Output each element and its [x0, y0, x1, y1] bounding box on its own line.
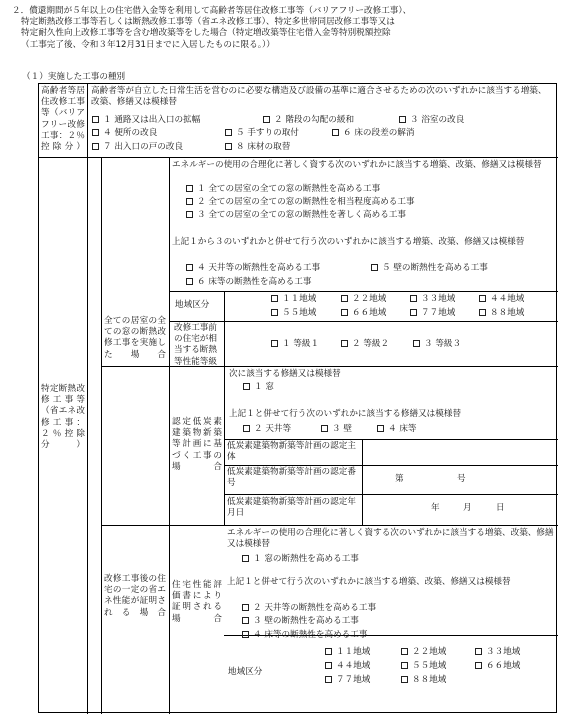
checkbox-region-5[interactable]: ５５地域 — [271, 308, 316, 319]
number-prefix: 第 — [395, 474, 404, 484]
column-divider — [224, 366, 225, 525]
checkbox-toilet[interactable]: ４ 便所の改良 — [92, 128, 157, 139]
certification-date-label: 低炭素建築物新築等計画の認定年月日 — [227, 497, 356, 519]
checkbox-certified-floor[interactable]: ４ 床等 — [377, 424, 417, 435]
checkbox-certified-wall[interactable]: ３ 壁 — [321, 424, 352, 435]
certified-repair-title: 次に該当する修繕又は模様替 — [229, 369, 341, 379]
column-divider — [101, 157, 102, 714]
checkbox-grade-1[interactable]: １ 等級１ — [271, 339, 319, 350]
checkbox-certified-ceiling[interactable]: ２ 天井等 — [243, 424, 291, 435]
heading-line-1: ２．償還期間が５年以上の住宅借入金等を利用して高齢者等居住改修工事等（バリアフリー改修工事）、 — [12, 6, 412, 16]
certified-energy-combined-description: 上記１と併せて行う次のいずれかに該当する増築、改築、修繕又は模様替 — [227, 577, 511, 587]
checkbox-energy-window[interactable]: １ 窓の断熱性を高める工事 — [242, 554, 359, 565]
checkbox-region-7[interactable]: ７７地域 — [410, 308, 455, 319]
checkbox-energy-region-6[interactable]: ６６地域 — [475, 661, 520, 672]
date-month: 月 — [463, 503, 472, 513]
checkbox-windows-significant[interactable]: ３ 全ての居室の全ての窓の断熱性を著しく高める工事 — [186, 210, 406, 221]
checkbox-energy-region-2[interactable]: ２２地域 — [401, 647, 446, 658]
checkbox-aisle-widening[interactable]: １ 通路又は出入口の拡幅 — [92, 115, 200, 126]
checkbox-windows-considerable[interactable]: ２ 全ての居室の全ての窓の断熱性を相当程度高める工事 — [186, 197, 415, 208]
insulation-grade-label: 改修工事前の住宅が相当する断熱等性能等級 — [174, 323, 217, 367]
date-year: 年 — [431, 503, 440, 513]
row-divider — [169, 321, 558, 322]
checkbox-energy-region-7[interactable]: ７７地域 — [325, 675, 370, 686]
checkbox-energy-ceiling[interactable]: ２ 天井等の断熱性を高める工事 — [242, 603, 376, 614]
checkbox-region-3[interactable]: ３３地域 — [410, 294, 455, 305]
checkbox-energy-region-4[interactable]: ４４地域 — [325, 661, 370, 672]
checkbox-handrail[interactable]: ５ 手すりの取付 — [225, 128, 299, 139]
checkbox-energy-floor[interactable]: ４ 床等の断熱性を高める工事 — [242, 630, 367, 641]
checkbox-bathroom[interactable]: ３ 浴室の改良 — [399, 115, 464, 126]
checkbox-grade-3[interactable]: ３ 等級３ — [413, 339, 461, 350]
region-label: 地域区分 — [175, 300, 210, 310]
all-windows-description: エネルギーの使用の合理化に著しく資する次のいずれかに該当する増築、改築、修繕又は模様替 — [172, 160, 542, 170]
checkbox-region-4[interactable]: ４４地域 — [479, 294, 524, 305]
date-day: 日 — [496, 503, 505, 513]
row-divider — [224, 465, 558, 466]
checkbox-energy-wall[interactable]: ３ 壁の断熱性を高める工事 — [242, 616, 359, 627]
certified-combined-description: 上記１と併せて行う次のいずれかに該当する修繕又は模様替 — [229, 409, 462, 419]
energy-label: 特定断熱改修工事等（省エネ改修工事：２％控除分） — [41, 384, 85, 451]
certified-energy-description: エネルギーの使用の合理化に著しく資する次のいずれかに該当する増築、改築、修繕又は模様替 — [227, 528, 554, 550]
row-divider — [224, 494, 558, 495]
checkbox-floor-step[interactable]: ６ 床の段差の解消 — [332, 128, 414, 139]
energy-region-label: 地域区分 — [228, 667, 263, 677]
checkbox-region-6[interactable]: ６６地域 — [341, 308, 386, 319]
certified-low-carbon-label: 認定低炭素建築物新築等計画に基づく工事の場合 — [172, 417, 222, 472]
construction-type-table — [38, 83, 557, 713]
checkbox-ceiling-insulation[interactable]: ４ 天井等の断熱性を高める工事 — [186, 263, 320, 274]
checkbox-region-8[interactable]: ８８地域 — [479, 308, 524, 319]
all-windows-label: 全ての居室の全ての窓の断熱改修工事を実施した場合 — [104, 316, 166, 360]
heading-line-2: 特定断熱改修工事等若しくは断熱改修工事等（省エネ改修工事）、特定多世帯同居改修工事等又は — [21, 17, 395, 28]
row-divider — [224, 439, 558, 440]
checkbox-floor-insulation[interactable]: ６ 床等の断熱性を高める工事 — [186, 277, 311, 288]
checkbox-certified-window[interactable]: １ 窓 — [243, 382, 274, 393]
checkbox-energy-region-3[interactable]: ３３地域 — [475, 647, 520, 658]
column-divider — [87, 84, 88, 714]
checkbox-energy-region-5[interactable]: ５５地域 — [401, 661, 446, 672]
performance-evaluation-label: 住宅性能評価書により証明される場合 — [172, 580, 222, 624]
certification-authority-label: 低炭素建築物新築等計画の認定主体 — [227, 441, 356, 463]
checkbox-energy-region-8[interactable]: ８８地域 — [401, 675, 446, 686]
certification-number-label: 低炭素建築物新築等計画の認定番号 — [227, 467, 356, 489]
column-divider — [224, 291, 225, 366]
checkbox-region-2[interactable]: ２２地域 — [341, 294, 386, 305]
column-divider — [362, 439, 363, 525]
checkbox-wall-insulation[interactable]: ５ 壁の断熱性を高める工事 — [371, 263, 488, 274]
barrier-free-description: 高齢者等が自立した日常生活を営むのに必要な構造及び設備の基準に適合させるための次のいずれかに該当する増築、改築、修繕又は模様替 — [91, 86, 547, 108]
certified-energy-label: 改修工事後の住宅の一定の省エネ性能が証明される場合 — [104, 574, 166, 618]
checkbox-entrance-door[interactable]: ７ 出入口の戸の改良 — [92, 142, 183, 153]
column-divider — [169, 157, 170, 714]
checkbox-stair-slope[interactable]: ２ 階段の勾配の緩和 — [263, 115, 354, 126]
checkbox-floor-material[interactable]: ８ 床材の取替 — [225, 142, 290, 153]
checkbox-region-1[interactable]: １１地域 — [271, 294, 316, 305]
checkbox-energy-region-1[interactable]: １１地域 — [325, 647, 370, 658]
section-heading — [12, 6, 557, 51]
row-divider — [169, 291, 558, 292]
all-windows-combined-description: 上記１から３のいずれかと併せて行う次のいずれかに該当する増築、改築、修繕又は模様替 — [172, 237, 525, 247]
number-suffix: 号 — [457, 474, 466, 484]
checkbox-windows-insulation[interactable]: １ 全ての居室の全ての窓の断熱性を高める工事 — [186, 184, 380, 195]
barrier-free-label: 高齢者等居住改修工事等（バリアフリー改修工事：２％控除分） — [41, 86, 85, 153]
checkbox-grade-2[interactable]: ２ 等級２ — [341, 339, 389, 350]
row-divider — [39, 157, 558, 158]
heading-line-3: 特定耐久性向上改修工事等を含む増改築等をした場合（特定増改築等住宅借入金等特別税額控除 — [21, 28, 391, 39]
heading-line-4: （工事完了後、令和３年12月31日までに入居したものに限る。）） — [21, 39, 275, 50]
section-title: （１）実施した工事の種別 — [22, 72, 126, 82]
